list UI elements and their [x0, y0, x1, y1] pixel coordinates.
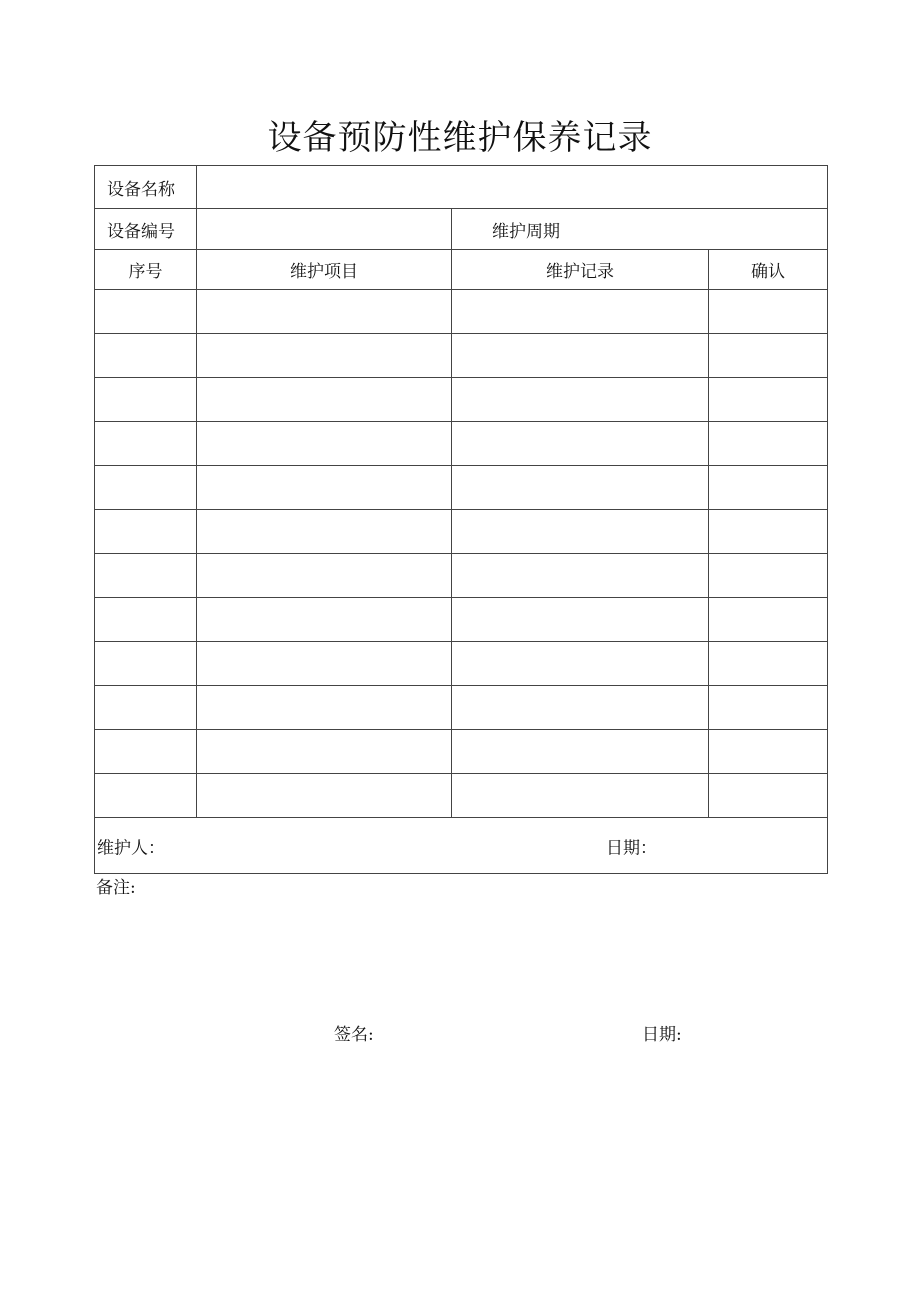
device-name-row — [95, 166, 828, 209]
item-cell[interactable] — [197, 378, 452, 422]
table-row — [95, 378, 828, 422]
item-cell[interactable] — [197, 730, 452, 774]
confirm-cell[interactable] — [709, 378, 828, 422]
device-no-row — [95, 209, 828, 250]
period-label: 维护周期 — [492, 221, 560, 242]
seq-cell[interactable] — [95, 510, 197, 554]
device-no-label: 设备编号 — [95, 209, 197, 250]
table-row — [95, 554, 828, 598]
item-cell[interactable] — [197, 554, 452, 598]
footer-cell — [95, 818, 828, 874]
confirm-cell[interactable] — [709, 730, 828, 774]
record-cell[interactable] — [452, 422, 709, 466]
seq-cell[interactable] — [95, 290, 197, 334]
record-cell[interactable] — [452, 730, 709, 774]
maintenance-record-table — [94, 165, 828, 874]
col-header-item: 维护项目 — [197, 250, 452, 290]
table-row — [95, 466, 828, 510]
confirm-cell[interactable] — [709, 598, 828, 642]
signature-label: 签名: — [334, 1025, 374, 1045]
table-row — [95, 598, 828, 642]
footer-row — [95, 818, 828, 874]
item-cell[interactable] — [197, 290, 452, 334]
col-header-confirm: 确认 — [709, 250, 828, 290]
device-name-label: 设备名称 — [95, 166, 197, 209]
confirm-cell[interactable] — [709, 642, 828, 686]
record-cell[interactable] — [452, 774, 709, 818]
seq-cell[interactable] — [95, 730, 197, 774]
footer-date-label: 日期： — [606, 838, 657, 858]
seq-cell[interactable] — [95, 466, 197, 510]
table-row — [95, 334, 828, 378]
record-cell[interactable] — [452, 466, 709, 510]
notes-label: 备注: — [96, 878, 136, 898]
record-cell[interactable] — [452, 290, 709, 334]
table-row — [95, 510, 828, 554]
seq-cell[interactable] — [95, 378, 197, 422]
confirm-cell[interactable] — [709, 774, 828, 818]
record-cell[interactable] — [452, 642, 709, 686]
signature-date-label: 日期: — [642, 1025, 682, 1045]
seq-cell[interactable] — [95, 598, 197, 642]
table-row — [95, 774, 828, 818]
confirm-cell[interactable] — [709, 466, 828, 510]
record-cell[interactable] — [452, 510, 709, 554]
seq-cell[interactable] — [95, 422, 197, 466]
item-cell[interactable] — [197, 642, 452, 686]
record-cell[interactable] — [452, 378, 709, 422]
item-cell[interactable] — [197, 598, 452, 642]
table-row — [95, 290, 828, 334]
record-cell[interactable] — [452, 686, 709, 730]
device-name-field[interactable] — [197, 166, 828, 209]
table-row — [95, 686, 828, 730]
item-cell[interactable] — [197, 466, 452, 510]
col-header-seq: 序号 — [95, 250, 197, 290]
item-cell[interactable] — [197, 510, 452, 554]
col-header-record: 维护记录 — [452, 250, 709, 290]
seq-cell[interactable] — [95, 642, 197, 686]
column-header-row — [95, 250, 828, 290]
confirm-cell[interactable] — [709, 290, 828, 334]
seq-cell[interactable] — [95, 686, 197, 730]
record-cell[interactable] — [452, 334, 709, 378]
record-cell[interactable] — [452, 554, 709, 598]
confirm-cell[interactable] — [709, 510, 828, 554]
table-row — [95, 422, 828, 466]
table-row — [95, 642, 828, 686]
confirm-cell[interactable] — [709, 334, 828, 378]
confirm-cell[interactable] — [709, 686, 828, 730]
confirm-cell[interactable] — [709, 422, 828, 466]
table-row — [95, 730, 828, 774]
period-cell[interactable] — [452, 209, 828, 250]
item-cell[interactable] — [197, 686, 452, 730]
item-cell[interactable] — [197, 774, 452, 818]
item-cell[interactable] — [197, 334, 452, 378]
page-title: 设备预防性维护保养记录 — [267, 118, 653, 158]
seq-cell[interactable] — [95, 334, 197, 378]
confirm-cell[interactable] — [709, 554, 828, 598]
device-no-field[interactable] — [197, 209, 452, 250]
record-cell[interactable] — [452, 598, 709, 642]
seq-cell[interactable] — [95, 774, 197, 818]
seq-cell[interactable] — [95, 554, 197, 598]
item-cell[interactable] — [197, 422, 452, 466]
maintainer-label: 维护人： — [97, 838, 165, 858]
